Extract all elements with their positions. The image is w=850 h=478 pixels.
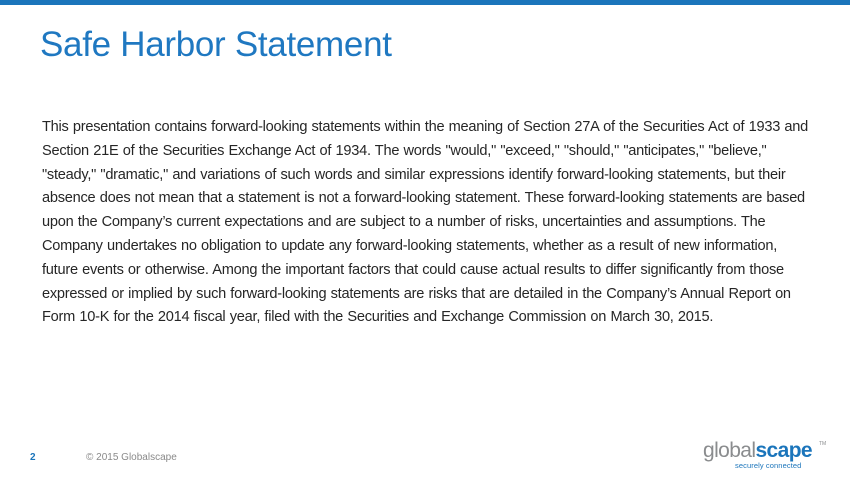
- logo-trademark: TM: [819, 441, 827, 447]
- globalscape-logo: [703, 440, 833, 472]
- logo-tagline: securely connected: [735, 461, 802, 470]
- logo-word-scape: scape: [755, 439, 812, 462]
- logo-word-global: global: [703, 439, 756, 462]
- top-accent-bar: [0, 0, 850, 5]
- slide-title: Safe Harbor Statement: [40, 25, 392, 64]
- copyright-notice: © 2015 Globalscape: [86, 452, 177, 463]
- logo-wordmark: [703, 440, 812, 462]
- page-number: 2: [30, 452, 36, 463]
- safe-harbor-body-text: This presentation contains forward-looking statements within the meaning of Section 27A of the Securities Act of 1933 and Section 21E of the Securities Exchange Act of 1934. The words "would," "exceed," "should," "anticipates," "believe," "steady," "dramatic," and variations of such words and similar expressions identify forward-looking statements, but their absence does not mean that a statement is not a forward-looking statement. These forward-looking statements are based upon the Company’s current expectations and are subject to a number of risks, uncertainties and assumptions. The Company undertakes no obligation to update any forward-looking statements, whether as a result of new information, future events or otherwise. Among the important factors that could cause actual results to differ significantly from those expressed or implied by such forward-looking statements are risks that are detailed in the Company’s Annual Report on Form 10-K for the 2014 fiscal year, filed with the Securities and Exchange Commission on March 30, 2015.: [42, 119, 808, 326]
